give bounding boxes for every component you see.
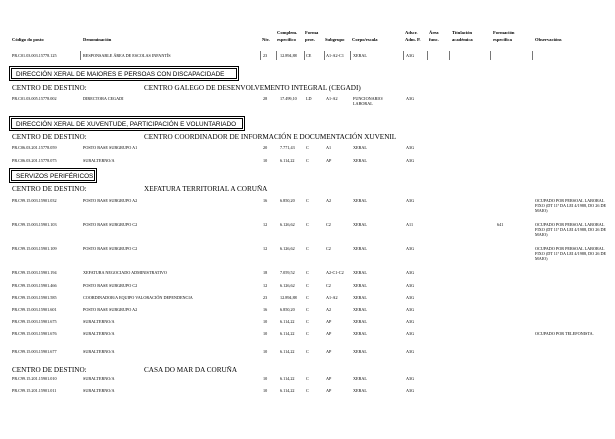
destination-label: CENTRO DE DESTINO: [12, 84, 87, 92]
cell-subgrupo: AP [326, 319, 332, 324]
cell-nivel: 23 [263, 53, 268, 58]
cell-nivel: 10 [263, 376, 268, 381]
header-titulacion-l1: Titulación [452, 30, 473, 35]
cell-denominacion: POSTO BASE SUBGRUPO C2 [83, 283, 138, 288]
cell-corpo: XERAL [353, 53, 367, 58]
cell-nivel: 12 [263, 283, 268, 288]
cell-adscr: A3G [406, 349, 415, 354]
cell-denominacion: SUBALTERNO/A [83, 376, 115, 381]
cell-adscr: A3G [406, 158, 415, 163]
cell-complemento: 6.850,20 [280, 198, 295, 203]
cell-subgrupo: AP [326, 388, 332, 393]
cell-forma: C [306, 283, 309, 288]
cell-nivel: 10 [263, 158, 268, 163]
cell-codigo: PR.C99.15.003.15901.109 [12, 246, 57, 251]
cell-subgrupo: AP [326, 158, 332, 163]
cell-adscr: A3G [406, 331, 415, 336]
cell-forma: C [306, 349, 309, 354]
section-title: DIRECCIÓN XERAL DE XUVENTUDE, PARTICIPACIÓN E VOLUNTARIADO [11, 118, 243, 129]
cell-codigo: PR.C99.15.003.15901.103 [12, 222, 57, 227]
cell-denominacion: POSTO BASE SUBGRUPO A2 [83, 307, 138, 312]
cell-subgrupo: C2 [326, 283, 331, 288]
cell-codigo: PR.C99.15.003.15901.675 [12, 319, 57, 324]
cell-observacions: OCUPADO POR PERSOAL LABORAL FIXO (DT 11ª DA LEI 4/1988, DO 26 DE MAIO) [535, 198, 607, 213]
cell-complemento: 6.114,22 [280, 158, 295, 163]
cell-codigo: PR.C99.15.201.15901.010 [12, 376, 57, 381]
cell-corpo: XERAL [353, 222, 367, 227]
cell-forma: C [306, 295, 309, 300]
cell-codigo: PR.C99.15.003.15901.676 [12, 331, 57, 336]
header-adscr-l1: Adscr. [405, 30, 418, 35]
cell-denominacion: COORDINADOR/A EQUIPO VALORACIÓN DEPENDENCIA [83, 295, 193, 300]
cell-nivel: 10 [263, 319, 268, 324]
destination-label: CENTRO DE DESTINO: [12, 366, 87, 374]
cell-denominacion: POSTO BASE SUBGRUPO C2 [83, 246, 138, 251]
cell-adscr: A3G [406, 283, 415, 288]
header-formacion-l2: específica [493, 37, 512, 42]
header-titulacion-l2: académica [452, 37, 473, 42]
cell-codigo: PR.C99.15.003.15901.601 [12, 307, 57, 312]
cell-corpo: XERAL [353, 158, 367, 163]
column-separator [350, 51, 351, 60]
column-separator [304, 51, 305, 60]
cell-complemento: 6.114,22 [280, 331, 295, 336]
cell-nivel: 10 [263, 331, 268, 336]
destination-label: CENTRO DE DESTINO: [12, 185, 87, 193]
header-adscr-l2: Adm. P. [405, 37, 421, 42]
cell-complemento: 7.059,52 [280, 270, 295, 275]
header-area-l2: func. [429, 37, 439, 42]
cell-denominacion: DIRECTORA CEGADI [83, 96, 124, 101]
cell-corpo: XERAL [353, 246, 367, 251]
cell-adscr: A3G [406, 388, 415, 393]
cell-subgrupo: A1 [326, 145, 332, 150]
cell-codigo: PR.C99.15.003.15901.032 [12, 198, 57, 203]
cell-adscr: A3G [406, 53, 415, 58]
cell-codigo: PR.C99.15.003.15901.677 [12, 349, 57, 354]
cell-corpo: XERAL [353, 331, 367, 336]
cell-corpo: XERAL [353, 319, 367, 324]
cell-corpo: XERAL [353, 145, 367, 150]
cell-denominacion: SUBALTERNO/A [83, 158, 115, 163]
section-title: SERVIZOS PERIFÉRICOS [11, 170, 95, 181]
cell-subgrupo: C2 [326, 246, 331, 251]
cell-complemento: 12.894,88 [280, 53, 297, 58]
cell-nivel: 10 [263, 388, 268, 393]
cell-denominacion: POSTO BASE SUBGRUPO A1 [83, 145, 138, 150]
cell-forma: C [306, 331, 309, 336]
cell-forma: CE [306, 53, 312, 58]
header-complemento-l2: específico [277, 37, 296, 42]
cell-subgrupo: C2 [326, 222, 331, 227]
cell-nivel: 28 [263, 96, 268, 101]
cell-corpo: XERAL [353, 283, 367, 288]
column-separator [403, 51, 404, 60]
cell-complemento: 17.499,10 [280, 96, 297, 101]
cell-forma: C [306, 270, 309, 275]
cell-denominacion: SUBALTERNO/A [83, 388, 115, 393]
header-complemento-l1: Complem. [277, 30, 298, 35]
cell-complemento: 12.894,88 [280, 295, 297, 300]
cell-adscr: A3G [406, 246, 415, 251]
cell-denominacion: XEFATURA NEGOCIADO ADMINISTRATIVO [83, 270, 167, 275]
cell-forma: C [306, 222, 309, 227]
cell-subgrupo: A2 [326, 198, 332, 203]
cell-subgrupo: A1-A2 [326, 96, 338, 101]
cell-codigo: PR.C99.15.201.15901.011 [12, 388, 57, 393]
cell-corpo: XERAL [353, 307, 367, 312]
cell-complemento: 6.126,62 [280, 222, 295, 227]
cell-adscr: A3G [406, 270, 415, 275]
cell-codigo: PR.C06.03.201.15778.059 [12, 145, 57, 150]
destination-name: XEFATURA TERRITORIAL A CORUÑA [144, 185, 268, 193]
header-forma-l1: Forma [305, 30, 319, 35]
header-formacion-l1: Formación [493, 30, 515, 35]
cell-forma: C [306, 319, 309, 324]
cell-forma: C [306, 145, 309, 150]
cell-complemento: 6.114,22 [280, 388, 295, 393]
column-separator [324, 51, 325, 60]
destination-label: CENTRO DE DESTINO: [12, 133, 87, 141]
cell-adscr: A3G [406, 96, 415, 101]
column-separator [260, 51, 261, 60]
cell-nivel: 16 [263, 198, 268, 203]
cell-adscr: A3G [406, 376, 415, 381]
cell-adscr: A3G [406, 198, 415, 203]
cell-corpo: XERAL [353, 270, 367, 275]
cell-complemento: 6.850,20 [280, 307, 295, 312]
cell-denominacion: SUBALTERNO/A [83, 319, 115, 324]
destination-name: CENTRO COORDINADOR DE INFORMACIÓN E DOCUMENTACIÓN XUVENIL [144, 133, 397, 141]
cell-codigo: PR.C99.15.003.15901.585 [12, 295, 57, 300]
cell-codigo: PR.C99.15.003.15901.194 [12, 270, 57, 275]
column-separator [532, 51, 533, 60]
cell-nivel: 16 [263, 307, 268, 312]
cell-codigo: PR.C01.03.005.15778.002 [12, 96, 57, 101]
cell-forma: C [306, 388, 309, 393]
cell-nivel: 23 [263, 295, 268, 300]
cell-nivel: 18 [263, 270, 268, 275]
cell-complemento: 6.114,22 [280, 319, 295, 324]
header-subgrupo: Subgrupo [325, 37, 345, 42]
header-area-l1: Área [429, 30, 439, 35]
cell-complemento: 7.771,43 [280, 145, 295, 150]
cell-subgrupo: A1-A2 [326, 295, 338, 300]
cell-subgrupo: A1-A2-C1 [326, 53, 344, 58]
cell-formacion: 641 [497, 222, 504, 227]
cell-adscr: A3G [406, 295, 415, 300]
cell-codigo: PR.C99.15.003.15901.466 [12, 283, 57, 288]
header-corpo: Corpo/escala [352, 37, 378, 42]
header-codigo: Código do posto [12, 37, 44, 42]
cell-denominacion: POSTO BASE SUBGRUPO C2 [83, 222, 138, 227]
cell-subgrupo: A2-C1-C2 [326, 270, 344, 275]
cell-observacions: OCUPADO POR TELEFONISTA. [535, 331, 594, 336]
cell-subgrupo: AP [326, 376, 332, 381]
cell-corpo: FUNCIONARIO/ LABORAL [353, 96, 384, 106]
column-separator [276, 51, 277, 60]
cell-complemento: 6.114,22 [280, 349, 295, 354]
cell-denominacion: RESPONSABLE ÁREA DE ESCOLAS INFANTÍS [83, 53, 171, 58]
section-title: DIRECCIÓN XERAL DE MAIORES E PERSOAS CON DISCAPACIDADE [11, 68, 237, 79]
cell-corpo: XERAL [353, 376, 367, 381]
column-separator [449, 51, 450, 60]
header-denominacion: Denominación [83, 37, 112, 42]
cell-corpo: XERAL [353, 295, 367, 300]
cell-complemento: 6.126,62 [280, 246, 295, 251]
cell-subgrupo: AP [326, 331, 332, 336]
cell-forma: C [306, 198, 309, 203]
cell-corpo: XERAL [353, 349, 367, 354]
cell-corpo: XERAL [353, 388, 367, 393]
cell-forma: LD [306, 96, 312, 101]
cell-forma: C [306, 246, 309, 251]
header-nivel: Niv. [262, 37, 270, 42]
cell-observacions: OCUPADO POR PERSOAL LABORAL FIXO (DT 11ª DA LEI 4/1988, DO 26 DE MAIO) [535, 222, 607, 237]
header-forma-l2: prov. [305, 37, 315, 42]
cell-adscr: A3G [406, 319, 415, 324]
cell-forma: C [306, 307, 309, 312]
cell-forma: C [306, 376, 309, 381]
cell-adscr: A11 [406, 222, 414, 227]
cell-denominacion: SUBALTERNO/A [83, 331, 115, 336]
column-separator [427, 51, 428, 60]
destination-name: CENTRO GALEGO DE DESENVOLVEMENTO INTEGRAL (CEGADI) [144, 84, 361, 92]
cell-denominacion: SUBALTERNO/A [83, 349, 115, 354]
cell-adscr: A3G [406, 307, 415, 312]
cell-codigo: PR.C06.03.201.15778.075 [12, 158, 57, 163]
cell-nivel: 10 [263, 349, 268, 354]
header-observacions: Observacións [535, 37, 562, 42]
cell-codigo: PR.C01.03.003.15778.125 [12, 53, 57, 58]
cell-nivel: 12 [263, 246, 268, 251]
cell-subgrupo: AP [326, 349, 332, 354]
cell-subgrupo: A2 [326, 307, 332, 312]
cell-nivel: 12 [263, 222, 268, 227]
column-separator [490, 51, 491, 60]
destination-name: CASA DO MAR DA CORUÑA [144, 366, 238, 374]
cell-forma: C [306, 158, 309, 163]
cell-complemento: 6.114,22 [280, 376, 295, 381]
cell-observacions: OCUPADO POR PERSOAL LABORAL FIXO (DT 11ª DA LEI 4/1988, DO 26 DE MAIO) [535, 246, 607, 261]
column-separator [80, 51, 81, 60]
cell-adscr: A3G [406, 145, 415, 150]
cell-complemento: 6.126,62 [280, 283, 295, 288]
cell-denominacion: POSTO BASE SUBGRUPO A2 [83, 198, 138, 203]
cell-corpo: XERAL [353, 198, 367, 203]
cell-nivel: 20 [263, 145, 268, 150]
